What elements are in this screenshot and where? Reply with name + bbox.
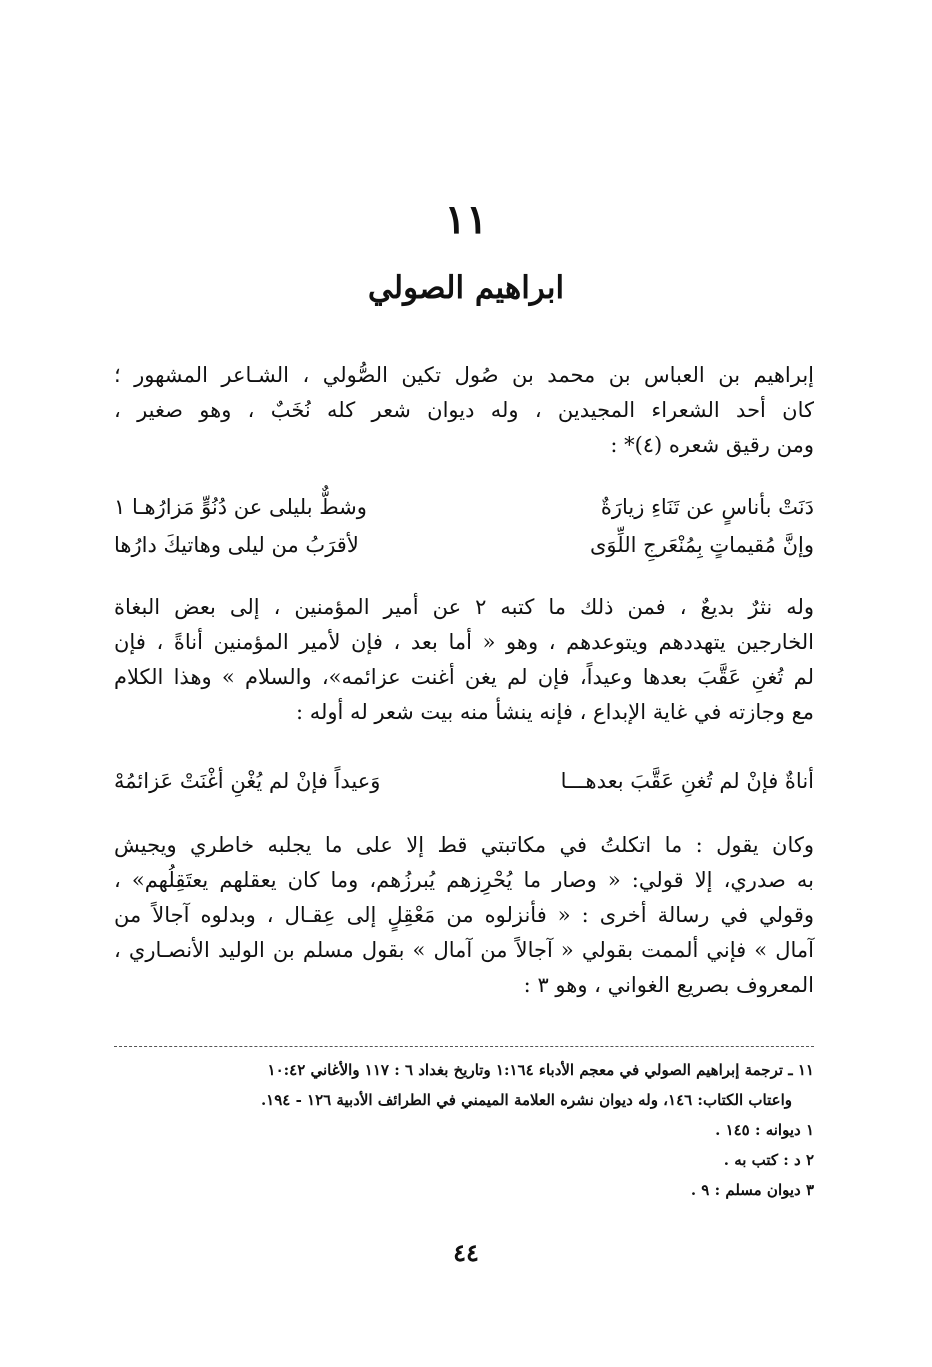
intro-paragraph bbox=[114, 358, 814, 463]
page-number: ٤٤ bbox=[453, 1238, 479, 1267]
verse-line bbox=[114, 526, 814, 564]
text-line: ومن رقيق شعره (٤)* : bbox=[610, 433, 814, 457]
text-line: مع وجازته في غاية الإبداع ، فإنه ينشأ منه بيت شعر له أوله : bbox=[296, 700, 814, 724]
footnote-item: ١ ديوانه : ١٤٥ . bbox=[715, 1121, 814, 1139]
text-line: وله نثرٌ بديعٌ ، فمن ذلك ما كتبه ٢ عن أمير المؤمنين ، إلى بعض البغاة bbox=[114, 595, 814, 619]
text-line: به صدري، إلا قولي: « وصار ما يُحْرِزهم يُبرزُهم، وما كان يعقلهم يعتَقِلُهم» ، bbox=[114, 868, 814, 892]
footnote-main-continued: واعتاب الكتاب: ١٤٦، وله ديوان نشره العلامة الميمني في الطرائف الأدبية ١٢٦ - ١٩٤. bbox=[260, 1091, 792, 1109]
verse-line bbox=[114, 488, 814, 526]
text-line: آمال » فإني ألممت بقولي « آجالاً من آمال » بقول مسلم بن الوليد الأنصـاري ، bbox=[114, 938, 814, 962]
inferred-verse bbox=[114, 762, 814, 800]
verse-first-hemistich: وإنَّ مُقيماتٍ بِمُنْعَرجِ اللِّوَى bbox=[589, 533, 814, 557]
verse-second-hemistich: لأقرَبُ من ليلى وهاتيكَ دارُها bbox=[114, 533, 359, 557]
chapter-title: ابراهيم الصولي bbox=[367, 270, 565, 306]
text-line: لم تُغنِ عَقَّبَ بعدها وعيداً، فإن لم يغن أغنت عزائمه»، والسلام » وهذا الكلام bbox=[114, 665, 814, 689]
text-line: إبراهيم بن العباس بن محمد بن صُول تكين الصُّولي ، الشـاعر المشهور ؛ bbox=[114, 363, 814, 387]
verse-line bbox=[114, 762, 814, 800]
verse-second-hemistich: وشطٌّ بليلى عن دُنُوٍّ مَزارُهـا ١ bbox=[114, 495, 367, 519]
chapter-number: ١١ bbox=[444, 196, 488, 243]
text-line: وقولي في رسالة أخرى : « فأنزلوه من مَعْقِلٍ إلى عِقـال ، وبدلوه آجالاً من bbox=[114, 903, 814, 927]
prose-paragraph bbox=[114, 590, 814, 730]
verse-first-hemistich: دَنَتْ بأناسٍ عن تَنَاءِ زيارَةٌ bbox=[600, 495, 814, 519]
footnote-item: ٢ د : كتب به . bbox=[723, 1151, 814, 1169]
verse-second-hemistich: وَعيداً فإنْ لم يُغْنِ أغْنَتْ عَزائمُهْ bbox=[114, 769, 381, 793]
footnote-item: ٣ ديوان مسلم : ٩ . bbox=[690, 1181, 814, 1199]
poem-verses bbox=[114, 488, 814, 564]
footnotes bbox=[114, 1055, 814, 1205]
footnote-main: ١١ ـ ترجمة إبراهيم الصولي في معجم الأدباء ١:١٦٤ وتاريخ بغداد ٦ : ١١٧ والأغاني ١٠:٤٢ bbox=[267, 1061, 814, 1079]
text-line: كان أحد الشعراء المجيدين ، وله ديوان شعر كله نُخَبٌ ، وهو صغير ، bbox=[114, 398, 814, 422]
text-line: المعروف بصريع الغواني ، وهو ٣ : bbox=[523, 973, 814, 997]
text-line: وكان يقول : ما اتكلتُ في مكاتبتي قط إلا على ما يجلبه خاطري ويجيش bbox=[114, 833, 814, 857]
text-line: الخارجين يتهددهم ويتوعدهم ، وهو « أما بعد ، فإن لأمير المؤمنين أناةً ، فإن bbox=[114, 630, 814, 654]
verse-first-hemistich: أناةٌ فإنْ لم تُغنِ عَقَّبَ بعدهـــا bbox=[560, 769, 814, 793]
footnote-separator bbox=[114, 1046, 814, 1047]
prose-paragraph bbox=[114, 828, 814, 1003]
